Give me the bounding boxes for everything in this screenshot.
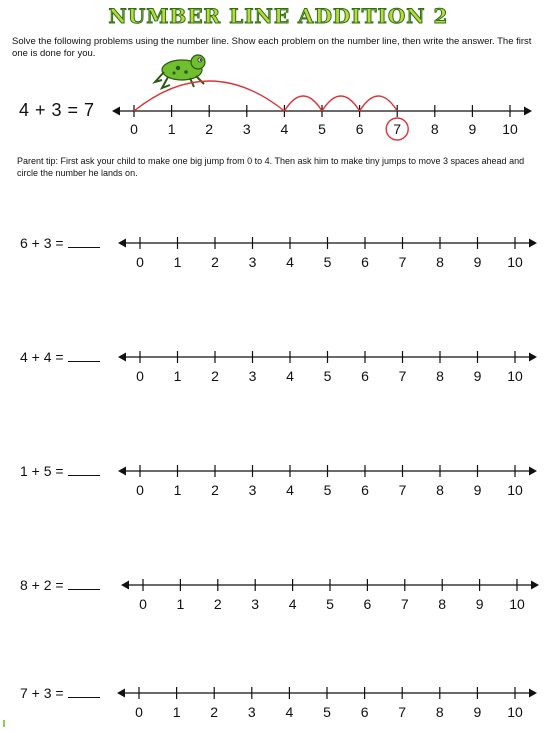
problem-tick-label: 4 xyxy=(288,596,297,612)
problem-tick-label: 9 xyxy=(475,596,484,612)
problem-tick-label: 0 xyxy=(136,368,144,384)
problem-tick-label: 0 xyxy=(135,704,143,720)
arrow-left-icon xyxy=(112,107,120,116)
problem-tick-label: 10 xyxy=(509,596,525,612)
small-jump-arc xyxy=(360,96,398,111)
example-tick-label: 2 xyxy=(205,121,214,137)
problem-tick-label: 10 xyxy=(507,368,523,384)
problem-tick-label: 1 xyxy=(173,482,182,498)
arrow-left-icon xyxy=(117,689,125,698)
arrow-right-icon xyxy=(531,581,539,590)
problem-equation-text: 4 + 4 = xyxy=(20,349,64,365)
arrow-left-icon xyxy=(121,581,129,590)
problem-tick-label: 5 xyxy=(323,482,332,498)
problem-equation xyxy=(20,349,100,365)
problem-tick-label: 5 xyxy=(323,254,332,270)
problem-equation xyxy=(20,463,100,479)
arrow-right-icon xyxy=(529,353,537,362)
problem-tick-label: 4 xyxy=(285,704,294,720)
problem-tick-label: 3 xyxy=(247,704,256,720)
problem-tick-label: 4 xyxy=(286,368,294,384)
answer-blank[interactable] xyxy=(68,465,100,476)
problem-equation xyxy=(20,685,100,701)
problem-tick-label: 0 xyxy=(136,482,144,498)
problem-tick-label: 9 xyxy=(473,368,482,384)
arrow-right-icon xyxy=(529,239,537,248)
small-jump-arc xyxy=(322,96,360,111)
problem-tick-label: 3 xyxy=(248,254,257,270)
problem-tick-label: 7 xyxy=(398,368,407,384)
problem-tick-label: 8 xyxy=(436,368,444,384)
instructions-text: Solve the following problems using the number line. Show each problem on the number line, then write the answer. The first one is done for you. xyxy=(12,36,532,59)
problem-tick-label: 1 xyxy=(176,596,185,612)
answer-blank[interactable] xyxy=(68,351,100,362)
problem-tick-label: 5 xyxy=(326,596,334,612)
answer-blank[interactable] xyxy=(68,687,100,698)
problem-tick-label: 8 xyxy=(435,704,444,720)
problem-tick-label: 3 xyxy=(248,482,257,498)
arrow-left-icon xyxy=(118,353,126,362)
problem-tick-label: 1 xyxy=(173,254,182,270)
problem-tick-label: 2 xyxy=(213,596,222,612)
example-tick-label: 6 xyxy=(355,121,364,137)
example-tick-label: 5 xyxy=(318,121,326,137)
answer-blank[interactable] xyxy=(68,237,100,248)
problem-tick-label: 1 xyxy=(173,368,182,384)
problem-tick-label: 7 xyxy=(398,704,407,720)
problem-tick-label: 2 xyxy=(211,368,219,384)
problem-tick-label: 6 xyxy=(361,482,369,498)
problem-tick-label: 6 xyxy=(363,596,372,612)
problem-tick-label: 1 xyxy=(172,704,181,720)
page-title: NUMBER LINE ADDITION 2 xyxy=(108,4,449,28)
example-tick-label: 8 xyxy=(430,121,439,137)
problem-tick-label: 2 xyxy=(210,704,219,720)
problem-equation xyxy=(20,577,100,593)
problem-equation-text: 7 + 3 = xyxy=(20,685,64,701)
problem-tick-label: 0 xyxy=(136,254,144,270)
example-equation: 4 + 3 = 7 xyxy=(19,100,95,120)
problem-tick-label: 9 xyxy=(473,254,482,270)
arrow-left-icon xyxy=(118,467,126,476)
example-tick-label: 4 xyxy=(280,121,289,137)
problem-tick-label: 10 xyxy=(507,704,523,720)
answer-blank[interactable] xyxy=(68,579,100,590)
problem-tick-label: 9 xyxy=(473,704,482,720)
problem-equation-text: 6 + 3 = xyxy=(20,235,64,251)
problem-tick-label: 7 xyxy=(400,596,409,612)
problem-tick-label: 2 xyxy=(211,482,219,498)
problem-equation-text: 1 + 5 = xyxy=(20,463,64,479)
problem-tick-label: 4 xyxy=(286,482,294,498)
problem-tick-label: 0 xyxy=(139,596,147,612)
problem-tick-label: 2 xyxy=(211,254,219,270)
problem-tick-label: 3 xyxy=(251,596,260,612)
example-number-line xyxy=(0,0,557,150)
example-tick-label: 3 xyxy=(242,121,251,137)
problem-equation-text: 8 + 2 = xyxy=(20,577,64,593)
example-tick-label: 7 xyxy=(393,121,402,137)
problem-tick-label: 7 xyxy=(398,482,407,498)
problem-tick-label: 6 xyxy=(360,704,369,720)
problem-tick-label: 8 xyxy=(438,596,447,612)
problem-equation xyxy=(20,235,100,251)
problem-tick-label: 10 xyxy=(507,254,523,270)
problem-tick-label: 8 xyxy=(436,482,444,498)
page-mark xyxy=(3,720,5,727)
problem-tick-label: 7 xyxy=(398,254,407,270)
example-tick-label: 9 xyxy=(468,121,477,137)
problem-tick-label: 9 xyxy=(473,482,482,498)
example-tick-label: 1 xyxy=(167,121,176,137)
arrow-left-icon xyxy=(118,239,126,248)
problem-tick-label: 5 xyxy=(323,368,332,384)
problem-tick-label: 3 xyxy=(248,368,257,384)
arrow-right-icon xyxy=(524,107,532,116)
small-jump-arc xyxy=(284,96,322,111)
example-tick-label: 10 xyxy=(502,121,518,137)
problem-tick-label: 6 xyxy=(361,368,369,384)
problem-tick-label: 4 xyxy=(286,254,294,270)
example-tick-label: 0 xyxy=(130,121,138,137)
arrow-right-icon xyxy=(529,467,537,476)
problem-tick-label: 6 xyxy=(361,254,369,270)
parent-tip: Parent tip: First ask your child to make one big jump from 0 to 4. Then ask him to make tiny jumps to move 3 spaces ahead and circle the number he lands on. xyxy=(17,156,525,178)
problem-tick-label: 10 xyxy=(507,482,523,498)
problem-tick-label: 8 xyxy=(436,254,444,270)
arrow-right-icon xyxy=(529,689,537,698)
problem-tick-label: 5 xyxy=(323,704,331,720)
